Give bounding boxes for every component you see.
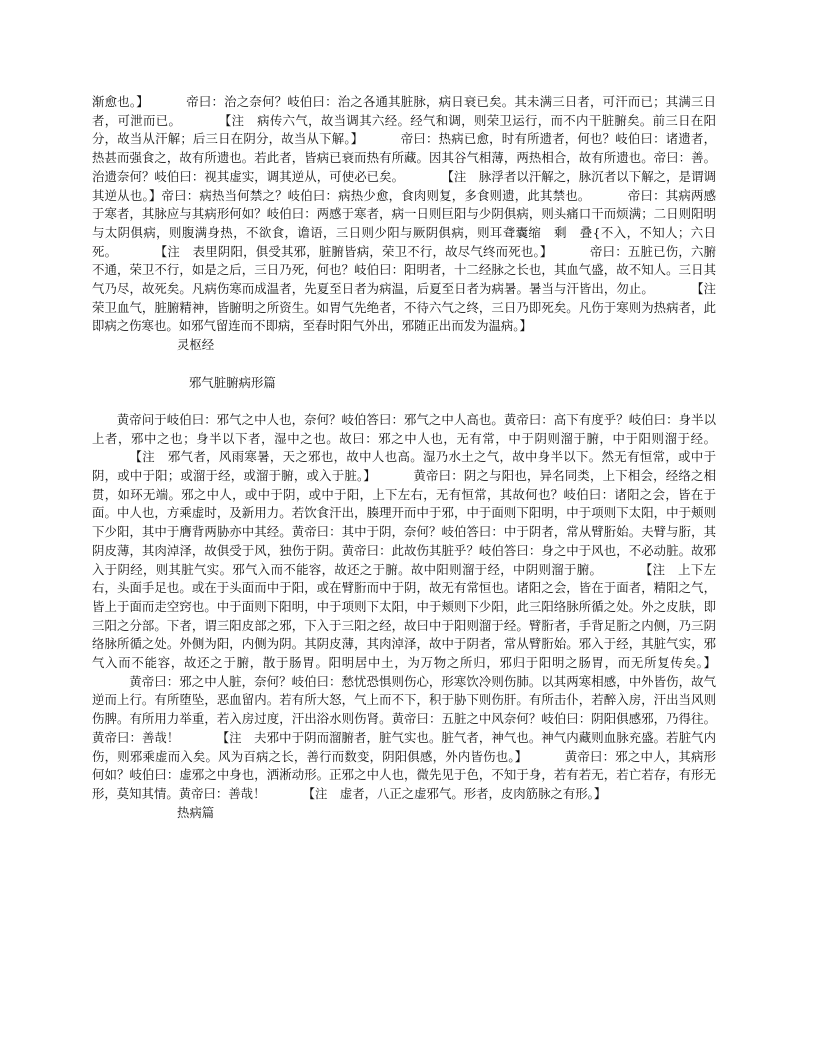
commentary-note: 【注 荣卫血气，脏腑精神，皆腑明之所资生。如胃气先绝者，不待六气之终，三日乃即死矣。凡伤于寒则为热病者，此即病之伤寒也。如邪气留连而不即病，至春时阳气外出，邪随正出而发为温病。】 (92, 281, 729, 334)
text-run: 帝曰：病热当何禁之？岐伯曰：病热少愈，食肉则复，多食则遗，此其禁也。 (161, 187, 591, 203)
text-run: 黄帝曰：邪之中人，其病形何如？岐伯曰：虚邪之中身也，洒淅动形。正邪之中人也，微先见于色，不知于身，若有若无，若亡若存，有形无形，莫知其情。黄帝曰：善哉！ (92, 748, 716, 801)
commentary-note: 【注 病传六气，故当调其六经。经气和调，则荣卫运行，而不内干脏腑矣。前三日在阳分，故当从汗解；后三日在阴分，故当从下解。】 (92, 112, 717, 147)
blank-line (92, 392, 716, 411)
chapter-title: 邪气脏腑病形篇 (189, 374, 276, 390)
body-paragraph (92, 93, 729, 336)
commentary-note: 【注 脉浮者以汗解之，脉沉者以下解之，是谓调其逆从也。】 (92, 168, 717, 203)
body-paragraph (92, 411, 716, 804)
commentary-note: 【注 邪气者，风雨寒暑，天之邪也，故中人也高。湿乃水土之气，故中身半以下。然无有恒常，或中于阴，或中于阳；或溜于经，或溜于腑，或入于脏。】 (92, 449, 716, 484)
document-page (92, 93, 729, 822)
commentary-note: 【注 夫邪中于阴而溜腑者，脏气实也。脏气者，神气也。神气内藏则血脉充盛。若脏气内伤，则邪乘虚而入矣。风为百病之长，善行而数变，阴阳俱感，外内皆伤也。】 (92, 729, 717, 764)
book-title: 灵枢经 (177, 337, 215, 353)
text-run: 帝曰：其病两感于寒者，其脉应与其病形何如？岐伯曰：两感于寒者，病一日则巨阳与少阴俱病，则头痛口干而烦满；二日则阳明与太阴俱病，则腹满身热，不欲食，谵语，三日则少阳与厥阴俱病，则耳聋囊缩 剩 叠{不入，不知人；六日死。 (92, 187, 717, 259)
commentary-note: 【注 表里阴阳，俱受其邪，脏腑皆病，荣卫不行，故尽气终而死也。】 (154, 243, 553, 259)
text-run: 帝曰：治之奈何？岐伯曰：治之各通其脏脉，病日衰已矣。其未满三日者，可汗而已；其满三日者，可泄而已。 (92, 94, 716, 128)
commentary-note: 【注 上下左右，头面手足也。或在于头面而中于阳，或在臂胻而中于阴，故无有常恒也。诸阳之会，皆在于面者，精阳之气，皆上于面而走空窍也。中于面则下阳明，中于项则下太阳，中于颊则下少阳，此三阳络脉所循之处。外之皮肤，即三阳之分部。下者，谓三阳皮部之邪，下入于三阳之经，故曰中于阳则溜于经。臂胻者，手背足胻之内侧，乃三阴络脉所循之处。外侧为阳，内侧为阴。其阴皮薄，其肉淖泽，故中于阴者，常从臂胻始。邪入于经，其脏气实，邪气入而不能容，故还之于腑，散于肠胃。阳明居中土，为万物之所归，邪归于阳明之肠胃，而无所复传矣。】 (92, 561, 717, 671)
text-run: 帝曰：热病已愈，时有所遗者，何也？岐伯曰：诸遗者，热甚而强食之，故有所遗也。若此者，皆病已衰而热有所藏。因其谷气相薄，两热相合，故有所遗也。帝曰：善。治遗奈何？岐伯曰：视其虚实，调其逆从，可使必已矣。 (92, 131, 716, 184)
text-run: 黄帝曰：邪之中人脏，奈何？岐伯曰：愁忧恐惧则伤心，形寒饮冷则伤肺。以其两寒相感，中外皆伤，故气逆而上行。有所堕坠，恶血留内。若有所大怒，气上而不下，积于胁下则伤肝。有所击仆，若醉入房，汗出当风则伤脾。有所用力举重，若入房过度，汗出浴水则伤肾。黄帝曰：五脏之中风奈何？岐伯曰：阴阳俱感邪，乃得往。黄帝曰：善哉！ (92, 673, 716, 745)
commentary-note: 【注 虚者，八正之虚邪气。形者，皮肉筋脉之有形。】 (302, 785, 607, 801)
chapter-title: 热病篇 (177, 804, 215, 820)
text-run: 黄帝曰：阴之与阳也，异名同类，上下相会，经络之相贯，如环无端。邪之中人，或中于阴，或中于阳，上下左右，无有恒常，其故何也？岐伯曰：诸阳之会，皆在于面。中人也，方乘虚时，及新用力。若饮食汗出，腠理开而中于邪，中于面则下阳明，中于项则下太阳，中于颊则下少阳，其中于膺背两胁亦中其经。黄帝曰：其中于阴，奈何？岐伯答曰：中于阴者，常从臂胻始。夫臂与胻，其阴皮薄，其肉淖泽，故俱受于风，独伤于阴。黄帝曰：此故伤其脏乎？岐伯答曰：身之中于风也，不必动脏。故邪入于阴经，则其脏气实。邪气入而不能容，故还之于腑。故中阳则溜于经，中阴则溜于腑。 (92, 468, 716, 577)
blank-line (92, 355, 716, 374)
text-run: 帝曰：五脏已伤，六腑不通，荣卫不行，如是之后，三日乃死，何也？岐伯曰：阳明者，十二经脉之长也，其血气盛，故不知人。三日其气乃尽，故死矣。凡病伤寒而成温者，先夏至日者为病温，后夏至日者为病暑。暑当与汗皆出，勿止。 (92, 243, 717, 297)
text-run: 渐愈也。】 (92, 94, 149, 109)
text-run: 黄帝问于岐伯曰：邪气之中人也，奈何？岐伯答曰：邪气之中人高也。黄帝曰：高下有度乎？岐伯曰：身半以上者，邪中之也；身半以下者，湿中之也。故曰：邪之中人也，无有常，中于阴则溜于腑，中于阳则溜于经。 (92, 411, 716, 446)
